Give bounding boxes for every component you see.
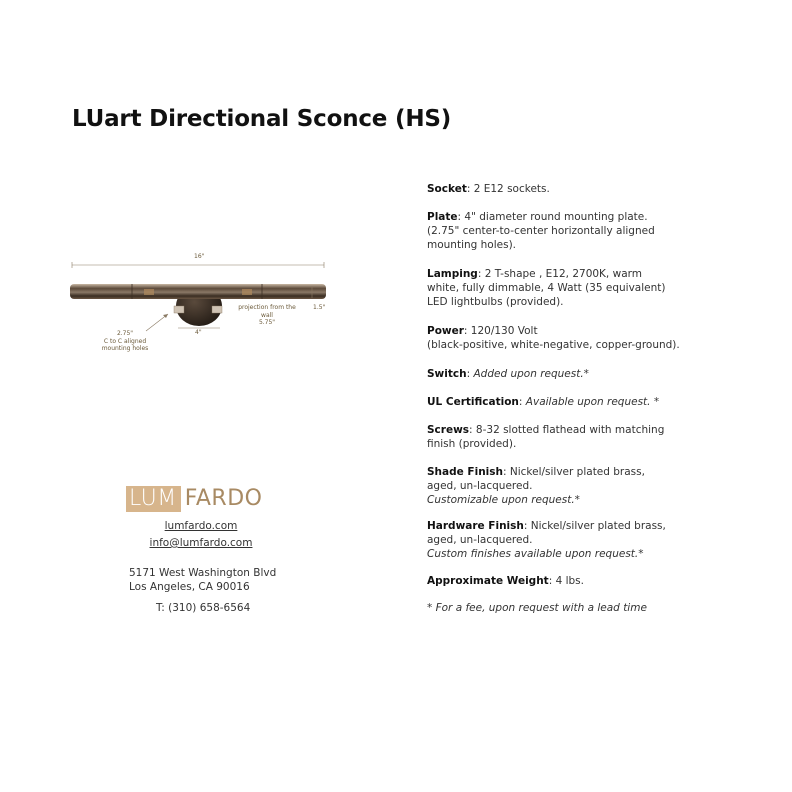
spec-ul-certification: UL Certification: Available upon request. * [427,396,660,408]
logo-fardo: FARDO [184,486,263,511]
lumfardo-logo [126,486,262,512]
page-title: LUart Directional Sconce (HS) [72,106,452,132]
email-row [100,537,302,549]
spec-plate: Plate: 4" diameter round mounting plate. (2.75" center-to-center horizontally aligned mounting holes). [427,211,655,251]
overall-length-label: 16" [194,253,205,260]
phone: T: (310) 658-6564 [156,602,251,614]
address-line-2: Los Angeles, CA 90016 [129,581,250,593]
spec-socket: Socket: 2 E12 sockets. [427,183,550,195]
website-row [100,520,302,532]
spec-weight: Approximate Weight: 4 lbs. [427,575,584,587]
height-label: 1.5" [313,304,326,311]
footnote: * For a fee, upon request with a lead time [427,602,647,614]
address-line-1: 5171 West Washington Blvd [129,567,277,579]
spec-lamping: Lamping: 2 T-shape , E12, 2700K, warm white, fully dimmable, 4 Watt (35 equivalent) LED lightbulbs (provided). [427,268,666,308]
spec-switch: Switch: Added upon request.* [427,368,589,380]
spec-hardware-finish: Hardware Finish: Nickel/silver plated brass, aged, un-lacquered. Custom finishes available upon request.* [427,520,666,560]
plate-diameter-label: 4" [195,329,202,336]
product-drawing [62,248,362,358]
email-link[interactable]: info@lumfardo.com [149,537,253,549]
spec-shade-finish: Shade Finish: Nickel/silver plated brass, aged, un-lacquered. Customizable upon request.* [427,466,645,506]
website-link[interactable]: lumfardo.com [164,520,238,532]
shade-tube [70,284,326,299]
spec-power: Power: 120/130 Volt (black-positive, white-negative, copper-ground). [427,325,680,351]
spec-screws: Screws: 8-32 slotted flathead with matching finish (provided). [427,424,665,450]
holes-label: 2.75" C to C aligned mounting holes [101,330,149,352]
logo-lum: LUM [126,486,181,512]
address [129,566,276,594]
projection-label: projection from the wall 5.75" [238,304,296,326]
